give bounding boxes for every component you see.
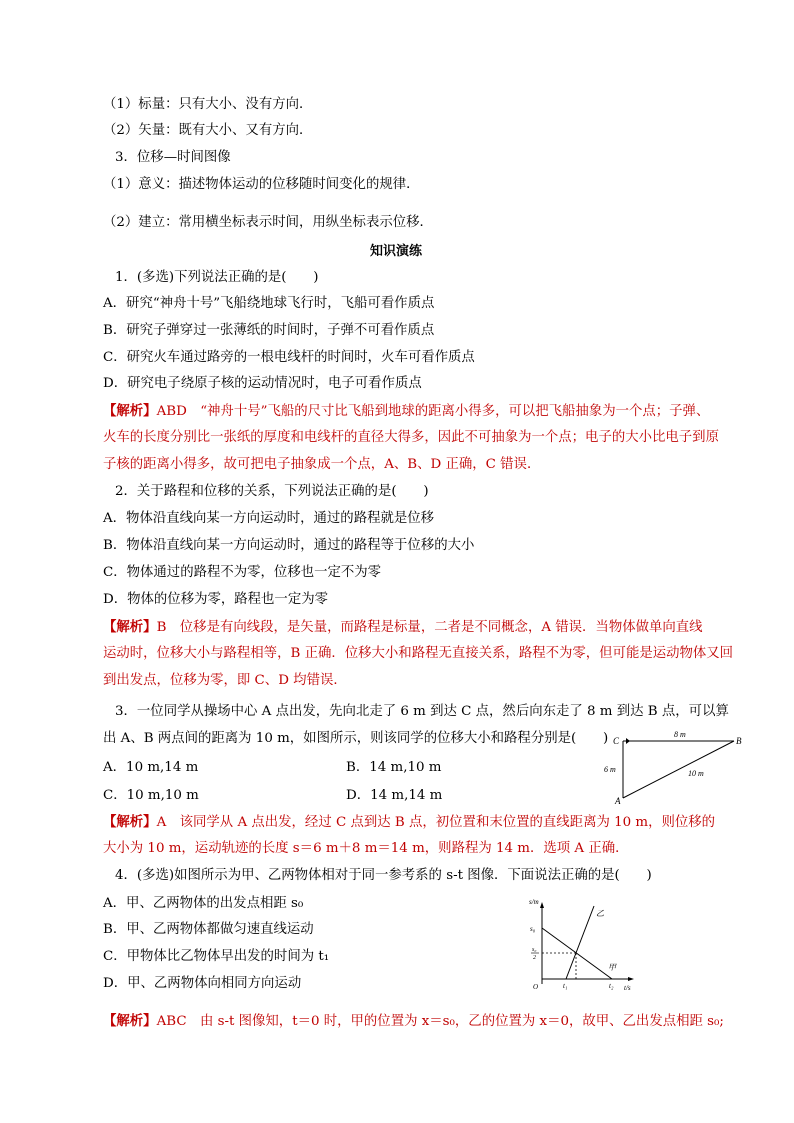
q1-option-b: B．研究子弹穿过一张薄纸的时间时，子弹不可看作质点 bbox=[103, 323, 435, 338]
scalar-definition: （1）标量：只有大小、没有方向． bbox=[103, 97, 313, 112]
half-s0-denominator: 2 bbox=[533, 955, 536, 961]
line-yi bbox=[566, 906, 594, 979]
q4-analysis-line-1: 【解析】ABC 由 s-t 图像知，t＝0 时，甲的位置为 x＝s₀，乙的位置为 x＝0，故甲、乙出发点相距 s₀; bbox=[103, 1013, 724, 1029]
q4-st-svg bbox=[528, 896, 640, 992]
t-axis-label: t/s bbox=[624, 984, 631, 992]
q3-analysis-line-2: 大小为 10 m，运动轨迹的长度 s＝6 m＋8 m＝14 m，则路程为 14 m．选项 A 正确． bbox=[103, 841, 629, 856]
label-point-c: C bbox=[613, 736, 620, 746]
q1-analysis-line-2: 火车的长度分别比一张纸的厚度和电线杆的直径大得多，因此不可抽象为一个点；电子的大小比电子到原 bbox=[103, 430, 719, 445]
section-title: 知识演练 bbox=[370, 244, 423, 259]
graph-construction: （2）建立：常用横坐标表示时间，用纵坐标表示位移． bbox=[103, 215, 433, 230]
q3-option-c: C．10 m,10 m bbox=[103, 788, 199, 803]
q1-option-d: D．研究电子绕原子核的运动情况时，电子可看作质点 bbox=[103, 376, 422, 391]
s-axis-arrow-icon bbox=[540, 902, 544, 908]
q2-analysis-tag: 【解析】 bbox=[103, 619, 157, 635]
half-s0-numerator: s₀ bbox=[532, 947, 537, 953]
t1-tick-label: t₁ bbox=[563, 982, 568, 990]
q1-stem: 1．(多选)下列说法正确的是( ) bbox=[115, 270, 319, 285]
arrow-east-icon bbox=[626, 738, 630, 744]
s-axis-label: s/m bbox=[529, 898, 539, 906]
q3-analysis-line-1: 【解析】A 该同学从 A 点出发，经过 C 点到达 B 点，初位置和末位置的直线距离为 10 m，则位移的 bbox=[103, 814, 716, 830]
q1-analysis-tag: 【解析】 bbox=[103, 403, 157, 419]
q1-analysis-line-1: 【解析】ABD “神舟十号”飞船的尺寸比飞船到地球的距离小得多，可以把飞船抽象为一个点；子弹、 bbox=[103, 403, 710, 419]
q3-option-a: A．10 m,14 m bbox=[103, 760, 199, 775]
q4-option-a: A．甲、乙两物体的出发点相距 s₀ bbox=[103, 896, 304, 911]
jia-label: 甲 bbox=[608, 963, 616, 972]
q1-analysis-line-3: 子核的距离小得多，故可把电子抽象成一个点，A、B、D 正确，C 错误． bbox=[103, 457, 541, 472]
origin-label: O bbox=[533, 983, 539, 991]
q3-option-d: D．14 m,14 m bbox=[346, 788, 443, 803]
label-ab-length: 10 m bbox=[688, 769, 704, 778]
q1-option-a: A．研究“神舟十号”飞船绕地球飞行时，飞船可看作质点 bbox=[103, 296, 435, 311]
q3-path-svg bbox=[600, 728, 740, 808]
label-ac-length: 6 m bbox=[604, 765, 616, 774]
t-axis-arrow-icon bbox=[628, 977, 634, 981]
q3-stem-line-2: 出 A、B 两点间的距离为 10 m，如图所示，则该同学的位移大小和路程分别是( ) bbox=[103, 731, 609, 746]
line-jia bbox=[542, 928, 612, 979]
q4-analysis-tag: 【解析】 bbox=[103, 1013, 157, 1029]
q2-option-d: D．物体的位移为零，路程也一定为零 bbox=[103, 592, 328, 607]
q1-option-c: C．研究火车通过路旁的一根电线杆的时间时，火车可看作质点 bbox=[103, 350, 475, 365]
label-cb-length: 8 m bbox=[674, 730, 686, 739]
graph-meaning: （1）意义：描述物体运动的位移随时间变化的规律． bbox=[103, 177, 420, 192]
q4-option-d: D．甲、乙两物体向相同方向运动 bbox=[103, 976, 302, 991]
q3-path-figure bbox=[600, 728, 740, 808]
label-point-b: B bbox=[736, 736, 742, 746]
q2-option-b: B．物体沿直线向某一方向运动时，通过的路程等于位移的大小 bbox=[103, 538, 475, 553]
q4-option-c: C．甲物体比乙物体早出发的时间为 t₁ bbox=[103, 949, 330, 964]
vector-definition: （2）矢量：既有大小、又有方向． bbox=[103, 123, 313, 138]
q2-stem: 2．关于路程和位移的关系，下列说法正确的是( ) bbox=[115, 484, 429, 499]
yi-label: 乙 bbox=[596, 909, 604, 918]
segment-ab bbox=[623, 741, 734, 798]
q4-stem: 4．(多选)如图所示为甲、乙两物体相对于同一参考系的 s-t 图像．下面说法正确的是( ) bbox=[115, 868, 652, 883]
q3-analysis-tag: 【解析】 bbox=[103, 814, 157, 830]
q2-option-c: C．物体通过的路程不为零，位移也一定不为零 bbox=[103, 565, 382, 580]
q2-analysis-line-3: 到出发点，位移为零，即 C、D 均错误． bbox=[103, 673, 347, 688]
q2-option-a: A．物体沿直线向某一方向运动时，通过的路程就是位移 bbox=[103, 511, 435, 526]
q4-option-b: B．甲、乙两物体都做匀速直线运动 bbox=[103, 922, 314, 937]
q4-st-graph bbox=[528, 896, 640, 992]
s0-tick-label: s₀ bbox=[530, 925, 536, 933]
q3-option-b: B．14 m,10 m bbox=[346, 760, 442, 775]
t2-tick-label: t₂ bbox=[609, 982, 614, 990]
q3-stem-line-1: 3．一位同学从操场中心 A 点出发，先向北走了 6 m 到达 C 点，然后向东走了 8 m 到达 B 点，可以算 bbox=[115, 704, 729, 719]
heading-displacement-time: 3．位移—时间图像 bbox=[115, 150, 231, 165]
q2-analysis-line-1: 【解析】B 位移是有向线段，是矢量，而路程是标量，二者是不同概念，A 错误．当物体做单向直线 bbox=[103, 619, 703, 635]
label-point-a: A bbox=[615, 796, 621, 806]
q2-analysis-line-2: 运动时，位移大小与路程相等，B 正确．位移大小和路程无直接关系，路程不为零，但可能是运动物体又回 bbox=[103, 646, 734, 661]
